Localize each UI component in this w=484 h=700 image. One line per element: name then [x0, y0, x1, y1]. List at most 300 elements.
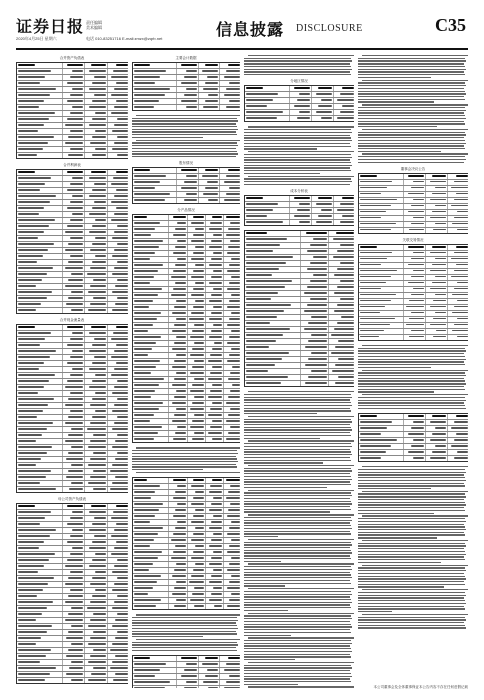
table-cell: [133, 323, 169, 328]
table-cell: [245, 110, 290, 115]
text-line: [244, 460, 351, 461]
text-line: [244, 462, 323, 463]
text-line: [244, 648, 351, 649]
table-cell: [245, 285, 301, 290]
table-cell: [404, 198, 426, 203]
table-cell: [133, 227, 169, 232]
table-cell: [17, 123, 63, 128]
table-cell: [206, 311, 224, 316]
text-line: [362, 589, 468, 590]
table-cell: [63, 463, 85, 468]
table-cell: [85, 200, 107, 205]
text-block: [358, 55, 468, 163]
table-cell: [85, 194, 107, 199]
table-cell: [85, 457, 107, 462]
table-caption: 分产品情况: [177, 208, 195, 213]
table-cell: [17, 576, 63, 581]
table-cell: [169, 562, 187, 567]
table-cell: [63, 284, 85, 289]
table-cell: [17, 391, 63, 396]
table-cell: [177, 668, 199, 673]
table-cell: [404, 281, 426, 286]
table-cell: [169, 389, 187, 394]
table-cell: [448, 281, 468, 286]
table-cell: [85, 552, 107, 557]
text-line: [132, 625, 237, 626]
table-cell: [448, 299, 468, 304]
table-cell: [133, 574, 169, 579]
table-cell: [63, 648, 85, 653]
table-cell: [290, 86, 312, 91]
text-line: [244, 577, 352, 578]
text-line: [244, 552, 352, 553]
table-cell: [245, 237, 301, 242]
table-cell: [448, 426, 468, 431]
table-cell: [188, 377, 206, 382]
table-cell: [17, 624, 63, 629]
table-cell: [359, 275, 404, 280]
text-line: [244, 574, 351, 575]
table-cell: [206, 538, 224, 543]
table-cell: [199, 674, 221, 679]
text-line: [244, 424, 350, 425]
table-cell: [206, 478, 224, 483]
table-block: [16, 56, 128, 159]
text-line: [358, 537, 437, 538]
text-line: [358, 545, 466, 546]
table-cell: [85, 630, 107, 635]
table-cell: [17, 278, 63, 283]
table-cell: [169, 215, 187, 220]
table-cell: [85, 660, 107, 665]
table-cell: [245, 243, 301, 248]
table-cell: [85, 266, 107, 271]
text-line: [132, 156, 236, 157]
table-cell: [63, 308, 85, 313]
table-cell: [206, 341, 224, 346]
table-cell: [63, 630, 85, 635]
table-cell: [206, 371, 224, 376]
table-cell: [133, 656, 177, 661]
text-line: [132, 450, 237, 451]
table-cell: [301, 321, 328, 326]
table-cell: [301, 243, 328, 248]
table-cell: [17, 528, 63, 533]
text-line: [136, 639, 240, 640]
table-cell: [17, 188, 63, 193]
table-cell: [63, 242, 85, 247]
text-line: [244, 654, 350, 655]
table-cell: [85, 397, 107, 402]
text-line: [358, 91, 465, 92]
table-cell: [17, 117, 63, 122]
table-cell: [17, 93, 63, 98]
table-cell: [177, 656, 199, 661]
table-cell: [169, 323, 187, 328]
table-cell: [426, 251, 448, 256]
text-line: [244, 643, 352, 644]
table-cell: [108, 415, 128, 420]
financial-table: [358, 173, 468, 234]
table-cell: [17, 552, 63, 557]
table-cell: [426, 323, 448, 328]
text-line: [358, 121, 464, 122]
table-cell: [334, 214, 354, 219]
table-cell: [85, 141, 107, 146]
table-cell: [133, 299, 169, 304]
text-line: [358, 348, 465, 349]
table-cell: [133, 377, 169, 382]
text-line: [244, 659, 295, 660]
table-cell: [85, 385, 107, 390]
table-cell: [188, 239, 206, 244]
text-line: [358, 548, 464, 549]
table-cell: [329, 243, 354, 248]
table-cell: [426, 216, 448, 221]
table-cell: [426, 426, 448, 431]
table-cell: [188, 598, 206, 603]
table-cell: [334, 220, 354, 225]
table-cell: [224, 544, 240, 549]
financial-table: [132, 167, 240, 204]
table-cell: [426, 222, 448, 227]
text-line: [132, 453, 238, 454]
table-cell: [133, 239, 169, 244]
table-cell: [224, 305, 240, 310]
table-cell: [85, 206, 107, 211]
table-cell: [108, 87, 128, 92]
text-line: [244, 146, 351, 147]
table-cell: [169, 425, 187, 430]
table-cell: [85, 666, 107, 671]
table-cell: [224, 490, 240, 495]
table-cell: [188, 233, 206, 238]
table-cell: [17, 469, 63, 474]
table-cell: [301, 261, 328, 266]
table-cell: [220, 69, 240, 74]
table-caption: 董事会决议公告: [400, 166, 426, 171]
table-cell: [133, 329, 169, 334]
table-cell: [206, 323, 224, 328]
table-cell: [206, 395, 224, 400]
table-cell: [108, 654, 128, 659]
table-cell: [169, 604, 187, 609]
table-cell: [177, 81, 199, 86]
table-cell: [133, 75, 177, 80]
text-line: [244, 137, 351, 138]
table-cell: [108, 451, 128, 456]
text-line: [248, 416, 354, 417]
table-cell: [17, 343, 63, 348]
text-line: [358, 584, 465, 585]
table-cell: [188, 478, 206, 483]
table-cell: [188, 592, 206, 597]
table-cell: [359, 335, 404, 340]
table-cell: [329, 315, 354, 320]
table-cell: [301, 369, 328, 374]
text-line: [132, 466, 237, 467]
table-cell: [426, 210, 448, 215]
table-cell: [108, 433, 128, 438]
table-cell: [245, 196, 290, 201]
table-cell: [448, 450, 468, 455]
table-block: [16, 163, 128, 314]
table-cell: [133, 520, 169, 525]
table-cell: [220, 87, 240, 92]
financial-table: [132, 62, 240, 111]
table-cell: [224, 502, 240, 507]
table-cell: [108, 504, 128, 509]
table-cell: [17, 349, 63, 354]
table-cell: [85, 117, 107, 122]
table-cell: [17, 385, 63, 390]
text-line: [132, 126, 237, 127]
financial-table: [132, 477, 240, 610]
table-cell: [63, 469, 85, 474]
table-cell: [426, 269, 448, 274]
table-cell: [85, 325, 107, 330]
table-cell: [63, 367, 85, 372]
table-cell: [17, 272, 63, 277]
text-line: [358, 378, 464, 379]
table-cell: [133, 341, 169, 346]
table-cell: [404, 222, 426, 227]
financial-table: [16, 503, 128, 684]
table-cell: [301, 285, 328, 290]
table-cell: [188, 365, 206, 370]
table-cell: [312, 86, 334, 91]
table-cell: [63, 600, 85, 605]
text-line: [244, 536, 278, 537]
table-cell: [85, 373, 107, 378]
table-block: [132, 477, 240, 610]
table-cell: [359, 281, 404, 286]
table-cell: [301, 315, 328, 320]
table-cell: [245, 273, 301, 278]
table-cell: [224, 556, 240, 561]
table-row: [133, 686, 240, 688]
table-cell: [312, 98, 334, 103]
table-cell: [108, 284, 128, 289]
table-cell: [426, 192, 448, 197]
table-cell: [17, 63, 63, 68]
table-cell: [359, 444, 404, 449]
table-cell: [63, 510, 85, 515]
table-cell: [245, 208, 290, 213]
table-cell: [188, 586, 206, 591]
table-cell: [17, 409, 63, 414]
table-cell: [17, 81, 63, 86]
table-cell: [17, 421, 63, 426]
text-block: [244, 55, 354, 75]
table-cell: [63, 260, 85, 265]
table-cell: [108, 206, 128, 211]
text-line: [244, 394, 351, 395]
text-line: [362, 129, 468, 130]
table-cell: [245, 363, 301, 368]
table-cell: [177, 75, 199, 80]
table-cell: [312, 92, 334, 97]
table-cell: [245, 116, 290, 121]
table-cell: [359, 251, 404, 256]
table-cell: [188, 502, 206, 507]
table-cell: [301, 357, 328, 362]
table-cell: [133, 293, 169, 298]
text-line: [244, 528, 352, 529]
table-cell: [169, 598, 187, 603]
table-cell: [169, 437, 187, 442]
text-line: [358, 134, 466, 135]
text-line: [244, 492, 351, 493]
table-cell: [188, 574, 206, 579]
text-line: [244, 651, 352, 652]
text-line: [362, 153, 468, 154]
table-cell: [108, 135, 128, 140]
masthead: [16, 14, 468, 48]
table-cell: [301, 273, 328, 278]
text-line: [132, 145, 238, 146]
table-cell: [63, 636, 85, 641]
table-cell: [334, 104, 354, 109]
text-line: [248, 440, 354, 441]
table-cell: [108, 188, 128, 193]
table-cell: [85, 582, 107, 587]
table-cell: [448, 438, 468, 443]
text-line: [132, 617, 237, 618]
table-cell: [63, 206, 85, 211]
table-cell: [220, 174, 240, 179]
table-cell: [426, 305, 448, 310]
table-cell: [329, 291, 354, 296]
text-line: [358, 586, 444, 587]
table-cell: [169, 251, 187, 256]
table-cell: [169, 317, 187, 322]
text-line: [244, 632, 351, 633]
text-line: [358, 581, 464, 582]
table-cell: [224, 215, 240, 220]
text-line: [132, 151, 237, 152]
text-line: [358, 488, 431, 489]
table-cell: [108, 618, 128, 623]
text-line: [132, 137, 203, 138]
table-cell: [177, 662, 199, 667]
text-line: [358, 400, 466, 401]
text-line: [358, 532, 464, 533]
table-cell: [301, 327, 328, 332]
table-cell: [108, 552, 128, 557]
table-cell: [17, 290, 63, 295]
text-line: [358, 74, 465, 75]
table-cell: [188, 341, 206, 346]
table-cell: [63, 343, 85, 348]
table-cell: [206, 215, 224, 220]
table-cell: [108, 176, 128, 181]
text-line: [244, 173, 320, 174]
text-line: [244, 181, 352, 182]
table-cell: [188, 526, 206, 531]
text-line: [358, 576, 465, 577]
table-cell: [85, 540, 107, 545]
table-cell: [17, 510, 63, 515]
header-rule: [16, 48, 468, 50]
text-line: [358, 485, 465, 486]
table-cell: [169, 496, 187, 501]
table-cell: [169, 299, 187, 304]
text-line: [244, 591, 351, 592]
table-cell: [188, 431, 206, 436]
table-cell: [169, 383, 187, 388]
text-line: [358, 619, 466, 620]
table-cell: [85, 308, 107, 313]
text-line: [358, 71, 464, 72]
financial-table: [132, 655, 240, 688]
table-cell: [188, 311, 206, 316]
table-cell: [448, 414, 468, 419]
table-cell: [206, 598, 224, 603]
table-cell: [245, 279, 301, 284]
table-cell: [85, 93, 107, 98]
table-cell: [404, 432, 426, 437]
table-cell: [448, 186, 468, 191]
text-line: [244, 656, 351, 657]
table-cell: [245, 315, 301, 320]
text-line: [248, 151, 354, 152]
table-caption: 合并现金流量表: [59, 318, 85, 322]
text-line: [244, 457, 350, 458]
table-cell: [133, 413, 169, 418]
table-cell: [169, 227, 187, 232]
table-cell: [85, 516, 107, 521]
text-line: [358, 600, 465, 601]
table-cell: [85, 600, 107, 605]
table-cell: [63, 111, 85, 116]
table-cell: [329, 261, 354, 266]
table-cell: [359, 456, 404, 461]
table-cell: [448, 420, 468, 425]
text-line: [358, 606, 464, 607]
table-cell: [63, 481, 85, 486]
art-editor-label: 美术编辑: [86, 25, 102, 30]
table-cell: [188, 532, 206, 537]
table-cell: [85, 123, 107, 128]
table-cell: [448, 335, 468, 340]
table-cell: [290, 110, 312, 115]
table-cell: [17, 534, 63, 539]
table-cell: [108, 212, 128, 217]
table-row: [17, 308, 128, 313]
text-line: [362, 491, 468, 492]
table-cell: [133, 63, 177, 68]
table-cell: [85, 242, 107, 247]
table-cell: [224, 299, 240, 304]
table-cell: [17, 516, 63, 521]
table-cell: [17, 176, 63, 181]
table-cell: [188, 395, 206, 400]
text-line: [244, 162, 351, 163]
text-line: [244, 665, 351, 666]
table-cell: [312, 220, 334, 225]
table-cell: [199, 69, 221, 74]
table-cell: [290, 104, 312, 109]
table-cell: [133, 508, 169, 513]
text-line: [358, 611, 392, 612]
table-cell: [199, 686, 221, 688]
table-cell: [245, 369, 301, 374]
table-cell: [63, 522, 85, 527]
text-line: [358, 510, 465, 511]
text-line: [358, 375, 466, 376]
table-cell: [245, 321, 301, 326]
